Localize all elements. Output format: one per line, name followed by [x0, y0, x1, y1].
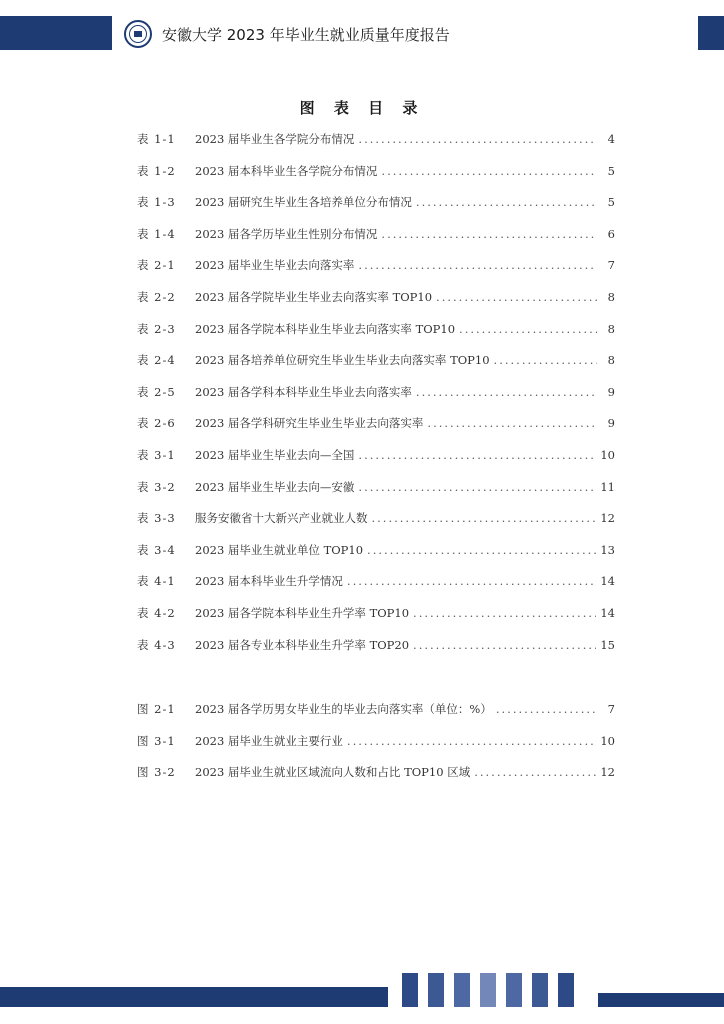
entry-title: 2023 届各学历男女毕业生的毕业去向落实率（单位：%）: [195, 702, 492, 716]
toc-entry[interactable]: [137, 447, 615, 479]
leader-dots: [494, 353, 597, 367]
entry-title: 2023 届各学科本科毕业生毕业去向落实率: [195, 384, 412, 399]
header-bar-left: [0, 16, 112, 50]
entry-title: 2023 届本科毕业生各学院分布情况: [195, 163, 378, 178]
page-number: 7: [607, 258, 615, 273]
toc-entry[interactable]: [137, 384, 615, 416]
page-number: 15: [600, 637, 615, 652]
entry-label: 图 3-1: [137, 733, 176, 748]
entry-label: 图 2-1: [137, 702, 176, 716]
leader-dots: [358, 480, 596, 494]
entry-label: 表 3-2: [137, 479, 176, 494]
toc-entry[interactable]: [137, 542, 615, 574]
entry-label: 表 3-1: [137, 447, 176, 462]
toc-entry[interactable]: [137, 605, 615, 637]
page-number: 14: [600, 605, 615, 620]
entry-title: 2023 届毕业生就业主要行业: [195, 733, 343, 748]
entry-title: 2023 届毕业生各学院分布情况: [195, 132, 355, 146]
toc-entry[interactable]: [137, 226, 615, 258]
leader-dots: [358, 258, 597, 272]
entry-title: 2023 届各学历毕业生性别分布情况: [195, 226, 378, 241]
entry-label: 表 2-5: [137, 384, 176, 399]
page-number: 9: [607, 384, 615, 399]
entry-label: 表 1-4: [137, 226, 176, 241]
entry-title: 2023 届各学院本科毕业生升学率 TOP10: [195, 605, 410, 620]
page-number: 8: [607, 289, 615, 304]
leader-dots: [413, 638, 596, 652]
page-number: 5: [607, 163, 615, 178]
toc-title: 图 表 目 录: [299, 99, 425, 117]
page-number: 5: [607, 195, 615, 210]
toc-entry[interactable]: [137, 352, 615, 384]
toc-entry[interactable]: [137, 194, 615, 226]
footer-block: [558, 973, 574, 1007]
page-number: 12: [600, 511, 615, 526]
page-number: 13: [600, 542, 615, 557]
entry-label: 表 3-4: [137, 542, 176, 557]
toc-entry[interactable]: [137, 733, 615, 765]
entry-label: 表 3-3: [137, 511, 176, 526]
footer-block: [402, 973, 418, 1007]
page-number: 6: [607, 226, 615, 241]
footer-block: [428, 973, 444, 1007]
leader-dots: [459, 322, 597, 336]
page-number: 10: [600, 733, 615, 748]
entry-title: 2023 届毕业生毕业去向—全国: [195, 447, 355, 462]
leader-dots: [381, 227, 597, 241]
page-number: 14: [600, 574, 615, 589]
entry-title: 2023 届各专业本科毕业生升学率 TOP20: [195, 637, 410, 652]
leader-dots: [413, 606, 596, 620]
entry-label: 表 4-2: [137, 605, 176, 620]
entry-title: 2023 届各学院毕业生毕业去向落实率 TOP10: [195, 289, 433, 304]
entry-title: 2023 届毕业生毕业去向落实率: [195, 258, 355, 273]
entry-title: 2023 届各培养单位研究生毕业生毕业去向落实率 TOP10: [195, 353, 490, 368]
page-number: 10: [600, 447, 615, 462]
entry-label: 表 2-4: [137, 353, 176, 368]
footer-bar-right: [598, 993, 724, 1007]
entry-title: 2023 届本科毕业生升学情况: [195, 574, 343, 589]
page-number: 8: [607, 321, 615, 336]
leader-dots: [416, 195, 597, 209]
page-number: 9: [607, 416, 615, 431]
university-seal-icon: [124, 20, 152, 48]
footer-block: [532, 973, 548, 1007]
leader-dots: [372, 511, 597, 525]
entry-label: 表 2-3: [137, 321, 176, 336]
page-number: 11: [600, 479, 615, 494]
toc-entry[interactable]: [137, 321, 615, 353]
leader-dots: [358, 448, 596, 462]
leader-dots: [358, 132, 597, 146]
entry-title: 2023 届毕业生就业单位 TOP10: [195, 542, 364, 557]
toc-entry[interactable]: [137, 701, 615, 733]
leader-dots: [474, 765, 596, 779]
entry-label: 表 1-2: [137, 163, 176, 178]
entry-title: 2023 届各学科研究生毕业生毕业去向落实率: [195, 416, 424, 431]
toc-entry[interactable]: [137, 163, 615, 195]
page-number: 4: [607, 132, 615, 146]
entry-label: 表 1-1: [137, 132, 176, 146]
leader-dots: [427, 416, 597, 430]
toc-entry[interactable]: [137, 510, 615, 542]
entry-title: 2023 届各学院本科毕业生毕业去向落实率 TOP10: [195, 321, 456, 336]
footer-block: [480, 973, 496, 1007]
entry-label: 表 2-2: [137, 289, 176, 304]
entry-title: 2023 届研究生毕业生各培养单位分布情况: [195, 195, 412, 210]
toc-entry[interactable]: [137, 289, 615, 321]
leader-dots: [347, 734, 596, 748]
leader-dots: [416, 385, 597, 399]
footer-block: [454, 973, 470, 1007]
page-number: 8: [607, 353, 615, 368]
entry-label: 表 4-3: [137, 637, 176, 652]
toc-entry[interactable]: [137, 257, 615, 289]
toc-entry[interactable]: [137, 764, 615, 796]
header-bar-right: [698, 16, 724, 50]
toc-entry[interactable]: [137, 637, 615, 669]
footer-bar-left: [0, 987, 388, 1007]
entry-label: 表 2-1: [137, 258, 176, 273]
entry-title: 服务安徽省十大新兴产业就业人数: [195, 511, 368, 526]
page-number: 7: [607, 702, 615, 716]
toc-entry[interactable]: [137, 479, 615, 511]
entry-label: 图 3-2: [137, 765, 176, 780]
leader-dots: [496, 702, 597, 716]
leader-dots: [367, 543, 596, 557]
entry-title: 2023 届毕业生毕业去向—安徽: [195, 479, 355, 494]
entry-title: 2023 届毕业生就业区域流向人数和占比 TOP10 区域: [195, 765, 471, 780]
leader-dots: [381, 164, 597, 178]
report-title: 安徽大学 2023 年毕业生就业质量年度报告: [162, 26, 450, 44]
table-of-figures: [137, 701, 615, 796]
toc-entry[interactable]: [137, 131, 615, 163]
footer-block: [506, 973, 522, 1007]
table-of-tables: [137, 131, 615, 668]
leader-dots: [347, 574, 596, 588]
entry-label: 表 1-3: [137, 195, 176, 210]
toc-entry[interactable]: [137, 415, 615, 447]
toc-entry[interactable]: [137, 573, 615, 605]
entry-label: 表 4-1: [137, 574, 176, 589]
entry-label: 表 2-6: [137, 416, 176, 431]
page-number: 12: [600, 765, 615, 780]
leader-dots: [436, 290, 597, 304]
